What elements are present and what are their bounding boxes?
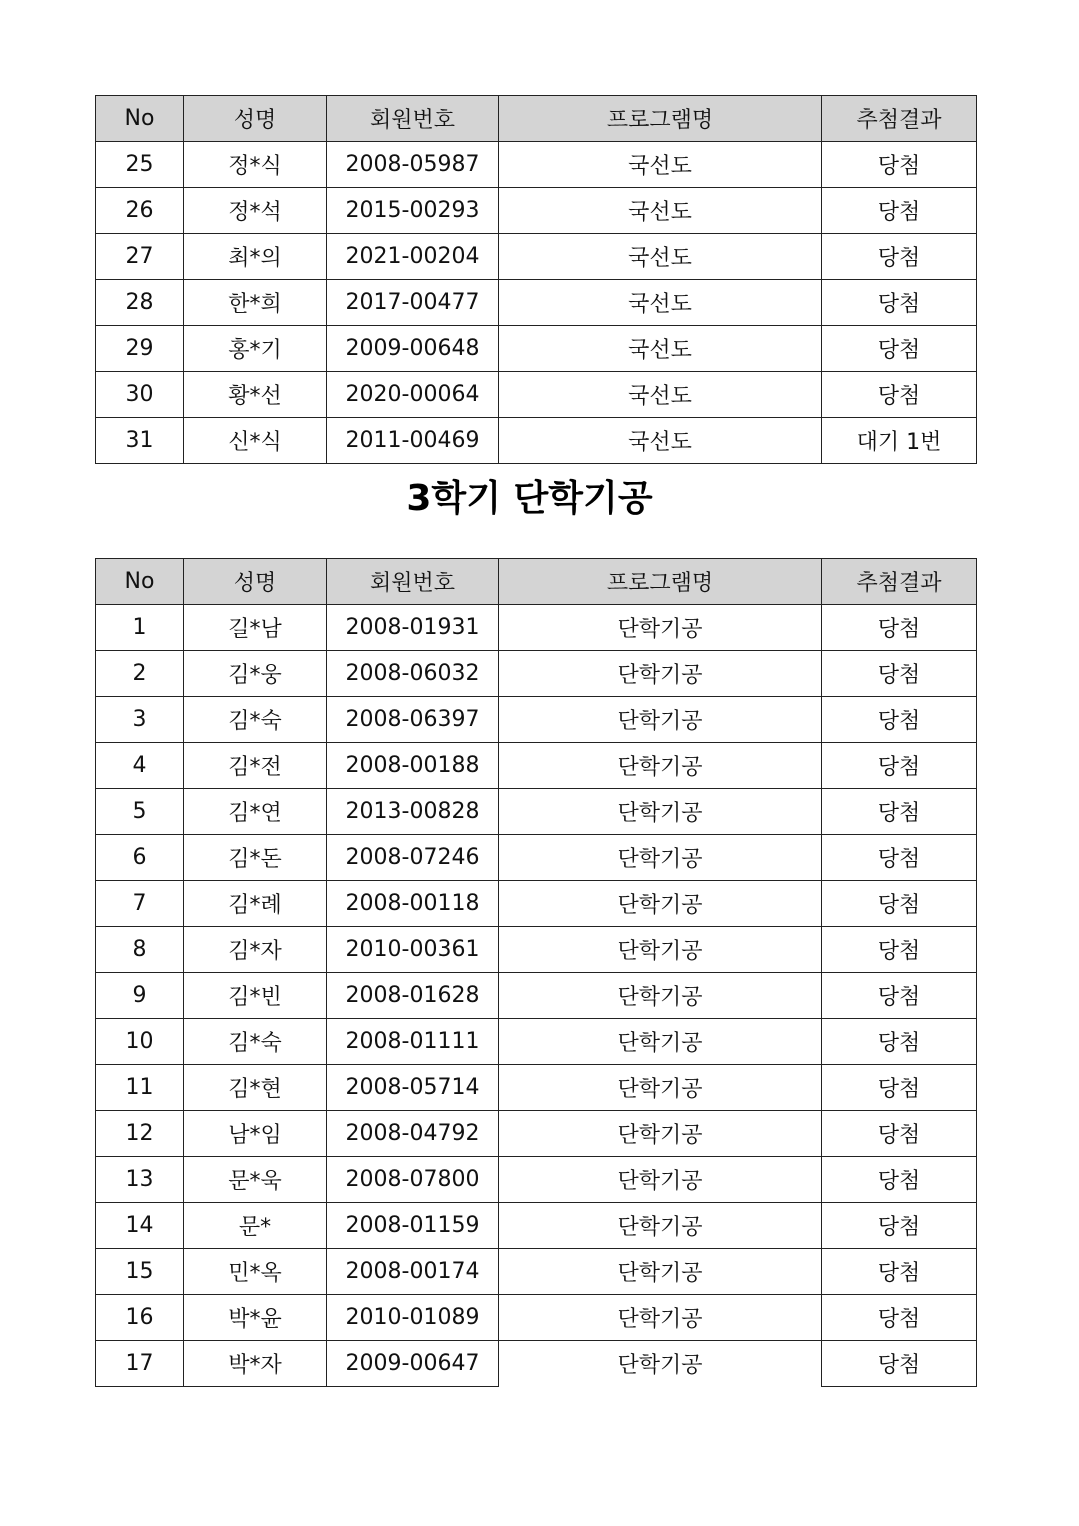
header-result: 추첨결과 xyxy=(822,96,977,142)
table-header-row xyxy=(96,559,977,605)
cell-program: 국선도 xyxy=(499,418,822,464)
header-no: No xyxy=(96,559,184,605)
table-row xyxy=(96,1295,977,1341)
cell-member-id: 2013-00828 xyxy=(327,789,499,835)
section-title: 3학기 단학기공 xyxy=(406,478,653,519)
lottery-results-table-2 xyxy=(95,558,977,1387)
cell-no: 11 xyxy=(96,1065,184,1111)
header-name: 성명 xyxy=(184,96,327,142)
cell-no: 9 xyxy=(96,973,184,1019)
cell-result: 당첨 xyxy=(822,881,977,927)
cell-name: 김*례 xyxy=(184,881,327,927)
table-header-row xyxy=(96,96,977,142)
cell-no: 29 xyxy=(96,326,184,372)
cell-member-id: 2008-00174 xyxy=(327,1249,499,1295)
cell-no: 1 xyxy=(96,605,184,651)
cell-name: 김*빈 xyxy=(184,973,327,1019)
header-member-id: 회원번호 xyxy=(327,96,499,142)
cell-member-id: 2008-07246 xyxy=(327,835,499,881)
cell-member-id: 2008-01111 xyxy=(327,1019,499,1065)
cell-member-id: 2009-00647 xyxy=(327,1341,499,1387)
table-row xyxy=(96,605,977,651)
cell-name: 길*남 xyxy=(184,605,327,651)
table-row xyxy=(96,188,977,234)
cell-result: 당첨 xyxy=(822,1341,977,1387)
header-member-id: 회원번호 xyxy=(327,559,499,605)
table-row xyxy=(96,973,977,1019)
cell-program: 단학기공 xyxy=(499,973,822,1019)
cell-name: 김*전 xyxy=(184,743,327,789)
cell-result: 당첨 xyxy=(822,927,977,973)
table-row xyxy=(96,142,977,188)
table-row xyxy=(96,789,977,835)
cell-result: 당첨 xyxy=(822,234,977,280)
cell-name: 김*돈 xyxy=(184,835,327,881)
table-row xyxy=(96,1065,977,1111)
cell-member-id: 2011-00469 xyxy=(327,418,499,464)
cell-program: 단학기공 xyxy=(499,1249,822,1295)
header-no: No xyxy=(96,96,184,142)
cell-no: 25 xyxy=(96,142,184,188)
cell-member-id: 2020-00064 xyxy=(327,372,499,418)
cell-result: 당첨 xyxy=(822,651,977,697)
cell-program: 단학기공 xyxy=(499,605,822,651)
cell-program: 단학기공 xyxy=(499,697,822,743)
table-row xyxy=(96,1157,977,1203)
cell-no: 2 xyxy=(96,651,184,697)
cell-name: 김*자 xyxy=(184,927,327,973)
cell-member-id: 2008-01931 xyxy=(327,605,499,651)
cell-name: 문*욱 xyxy=(184,1157,327,1203)
header-program: 프로그램명 xyxy=(499,559,822,605)
cell-name: 황*선 xyxy=(184,372,327,418)
table-row xyxy=(96,835,977,881)
cell-member-id: 2008-00118 xyxy=(327,881,499,927)
cell-result: 당첨 xyxy=(822,1295,977,1341)
cell-result: 당첨 xyxy=(822,605,977,651)
cell-no: 8 xyxy=(96,927,184,973)
header-program: 프로그램명 xyxy=(499,96,822,142)
cell-result: 당첨 xyxy=(822,835,977,881)
cell-no: 5 xyxy=(96,789,184,835)
cell-no: 30 xyxy=(96,372,184,418)
cell-program: 국선도 xyxy=(499,234,822,280)
table-row xyxy=(96,1203,977,1249)
cell-name: 정*식 xyxy=(184,142,327,188)
cell-name: 김*숙 xyxy=(184,1019,327,1065)
table-row xyxy=(96,1341,977,1387)
cell-result: 대기 1번 xyxy=(822,418,977,464)
cell-no: 10 xyxy=(96,1019,184,1065)
cell-result: 당첨 xyxy=(822,1203,977,1249)
cell-name: 민*옥 xyxy=(184,1249,327,1295)
cell-no: 31 xyxy=(96,418,184,464)
cell-member-id: 2010-00361 xyxy=(327,927,499,973)
cell-program: 단학기공 xyxy=(499,789,822,835)
cell-result: 당첨 xyxy=(822,789,977,835)
cell-program: 단학기공 xyxy=(499,881,822,927)
cell-no: 4 xyxy=(96,743,184,789)
cell-member-id: 2010-01089 xyxy=(327,1295,499,1341)
cell-name: 최*의 xyxy=(184,234,327,280)
cell-name: 박*자 xyxy=(184,1341,327,1387)
cell-program: 단학기공 xyxy=(499,743,822,789)
cell-name: 김*숙 xyxy=(184,697,327,743)
cell-result: 당첨 xyxy=(822,1157,977,1203)
table-row xyxy=(96,234,977,280)
cell-result: 당첨 xyxy=(822,326,977,372)
cell-program: 단학기공 xyxy=(499,1203,822,1249)
cell-program: 단학기공 xyxy=(499,1065,822,1111)
cell-member-id: 2008-01628 xyxy=(327,973,499,1019)
cell-name: 김*웅 xyxy=(184,651,327,697)
cell-program: 단학기공 xyxy=(499,927,822,973)
table-row xyxy=(96,927,977,973)
table-row xyxy=(96,651,977,697)
cell-result: 당첨 xyxy=(822,142,977,188)
cell-name: 문* xyxy=(184,1203,327,1249)
cell-name: 정*석 xyxy=(184,188,327,234)
cell-member-id: 2009-00648 xyxy=(327,326,499,372)
cell-member-id: 2021-00204 xyxy=(327,234,499,280)
cell-no: 16 xyxy=(96,1295,184,1341)
cell-no: 27 xyxy=(96,234,184,280)
cell-name: 김*연 xyxy=(184,789,327,835)
table-row xyxy=(96,326,977,372)
cell-program: 국선도 xyxy=(499,280,822,326)
cell-no: 3 xyxy=(96,697,184,743)
cell-program: 단학기공 xyxy=(499,1341,822,1387)
cell-name: 박*윤 xyxy=(184,1295,327,1341)
cell-result: 당첨 xyxy=(822,1019,977,1065)
cell-member-id: 2008-06032 xyxy=(327,651,499,697)
cell-program: 단학기공 xyxy=(499,1157,822,1203)
cell-result: 당첨 xyxy=(822,697,977,743)
cell-no: 12 xyxy=(96,1111,184,1157)
cell-program: 단학기공 xyxy=(499,1111,822,1157)
cell-member-id: 2017-00477 xyxy=(327,280,499,326)
cell-name: 홍*기 xyxy=(184,326,327,372)
cell-member-id: 2015-00293 xyxy=(327,188,499,234)
table-row xyxy=(96,1111,977,1157)
header-result: 추첨결과 xyxy=(822,559,977,605)
cell-no: 17 xyxy=(96,1341,184,1387)
cell-program: 단학기공 xyxy=(499,1019,822,1065)
table-row xyxy=(96,418,977,464)
cell-no: 26 xyxy=(96,188,184,234)
cell-member-id: 2008-07800 xyxy=(327,1157,499,1203)
cell-no: 28 xyxy=(96,280,184,326)
cell-result: 당첨 xyxy=(822,1249,977,1295)
lottery-results-table-1 xyxy=(95,95,977,464)
cell-program: 국선도 xyxy=(499,142,822,188)
table-row xyxy=(96,743,977,789)
cell-no: 15 xyxy=(96,1249,184,1295)
cell-member-id: 2008-05714 xyxy=(327,1065,499,1111)
cell-no: 14 xyxy=(96,1203,184,1249)
cell-no: 7 xyxy=(96,881,184,927)
cell-result: 당첨 xyxy=(822,1065,977,1111)
cell-result: 당첨 xyxy=(822,1111,977,1157)
cell-name: 남*임 xyxy=(184,1111,327,1157)
cell-name: 신*식 xyxy=(184,418,327,464)
table-row xyxy=(96,1019,977,1065)
cell-name: 김*현 xyxy=(184,1065,327,1111)
cell-program: 국선도 xyxy=(499,326,822,372)
cell-no: 6 xyxy=(96,835,184,881)
table-row xyxy=(96,881,977,927)
cell-program: 단학기공 xyxy=(499,1295,822,1341)
cell-no: 13 xyxy=(96,1157,184,1203)
table-row xyxy=(96,1249,977,1295)
cell-program: 국선도 xyxy=(499,188,822,234)
cell-result: 당첨 xyxy=(822,743,977,789)
cell-program: 단학기공 xyxy=(499,835,822,881)
cell-program: 단학기공 xyxy=(499,651,822,697)
cell-result: 당첨 xyxy=(822,372,977,418)
cell-member-id: 2008-06397 xyxy=(327,697,499,743)
cell-result: 당첨 xyxy=(822,188,977,234)
cell-result: 당첨 xyxy=(822,280,977,326)
cell-member-id: 2008-00188 xyxy=(327,743,499,789)
cell-member-id: 2008-05987 xyxy=(327,142,499,188)
cell-name: 한*희 xyxy=(184,280,327,326)
table-row xyxy=(96,280,977,326)
cell-member-id: 2008-01159 xyxy=(327,1203,499,1249)
table-row xyxy=(96,372,977,418)
cell-program: 국선도 xyxy=(499,372,822,418)
header-name: 성명 xyxy=(184,559,327,605)
cell-result: 당첨 xyxy=(822,973,977,1019)
cell-member-id: 2008-04792 xyxy=(327,1111,499,1157)
table-row xyxy=(96,697,977,743)
